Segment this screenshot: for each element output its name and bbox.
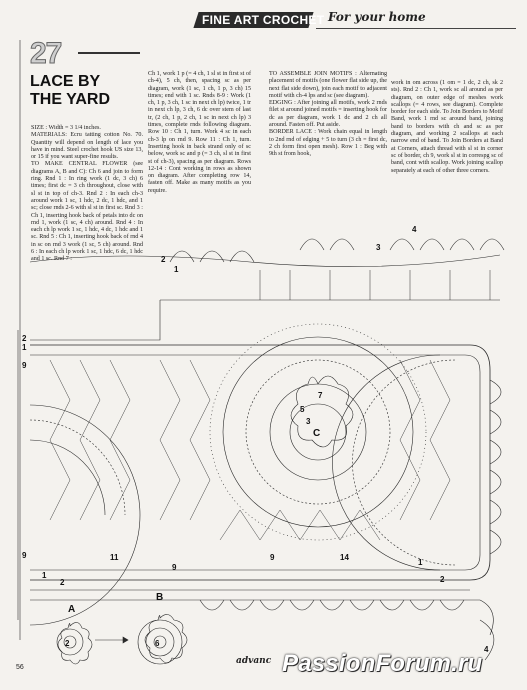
banner-title: FINE ART CROCHET: [202, 13, 325, 27]
chain-loops: [50, 360, 450, 540]
diagram-b-label: B: [156, 592, 164, 603]
row-mark: 9: [172, 563, 177, 572]
row-mark: 11: [110, 553, 119, 562]
paragraph: Ch 1, work 1 p (= 4 ch, 1 sl st in first st of ch-4), 5 ch, then, spacing sc as per diagram, work (1 sc, 1 ch, 1 p, 3 ch) 15 times; end with 1 sc. Rnds 8-9 : Work (1 ch, 1 p, 3 ch, 1 sc in next ch lp) twice, 1 tr in next ch lp, 3 ch, 6 dc over stem of last tr, (2 ch, 1 p, 2 ch, 1 sc in next ch lp) 3 times, complete rnds following diagram. Row 10 : Ch 1, turn. Work 4 sc in each ch-3 lp on rnd 9. Row 11 : Ch 1, turn. Inserting hook in back strand only of sc below, work sc and p (= 3 ch, sl st in first st of ch-3), spacing as per diagram. Rows 12-14 : Cont working in rows as shown on diagram. After completing row 14, fasten off. Make as many motifs as you require.: [148, 71, 251, 194]
banner-tagline: For your home: [328, 10, 426, 24]
row-mark: 14: [340, 553, 349, 562]
band-frame-inner: [30, 355, 480, 570]
watermark: PassionForum.ru: [282, 650, 483, 677]
paragraph: TO ASSEMBLE JOIN MOTIFS : Alternating placement of motifs (one flower flat side up, the next flat side down), join each motif to adjacent motif with ch-4 lps and sc (see diagram).: [269, 71, 387, 99]
row-mark: 5: [300, 405, 305, 414]
row-mark: 2: [60, 578, 65, 587]
diagram-structure: [18, 40, 504, 664]
top-scallops: [170, 239, 504, 262]
row-mark: 1: [42, 571, 47, 580]
row-mark: 4: [484, 645, 489, 654]
motif-c-label: C: [313, 428, 321, 439]
row-mark: 6: [155, 639, 160, 648]
publisher-logo: advanc: [236, 656, 272, 666]
motif-right: [333, 355, 456, 570]
page-number: 56: [16, 664, 24, 671]
row-mark: 9: [22, 551, 27, 560]
paragraph: MATERIALS: Ecru tatting cotton No. 70. Quantity will depend on length of lace you have in mind. Steel crochet hook US size 13, or 15 if you want super-fine results.: [31, 132, 143, 161]
paragraph: EDGING : After joining all motifs, work 2 rnds filet st around joined motifs = inserting hook for dc as per diagram, work 1 dc and 2 ch all around. Fasten off. Put aside.: [269, 100, 387, 129]
row-mark: 1: [22, 343, 27, 352]
border-joint: [30, 300, 160, 340]
row-mark: 1: [174, 265, 179, 274]
pattern-number: 27: [30, 37, 62, 70]
paragraph: work in om across (1 om = 1 dc, 2 ch, sk 2 sts). Rnd 2 : Ch 1, work sc all around as per diagram, on outer edge of meshes work scallops (= 4 rows, see diagram). Complete border for each side. To Join Borders to Motif Band, work 1 rnd sc around band, joining band to borders with ch and sc as per diagram, and working 2 scallops at each narrow end of band. To Join Borders at Band at Corners, attach thread with sl st in corner sc of border, ch 9, work sl st in correspg sc of band, cont with scallop. Work joining scallop separately at each of other three corners.: [391, 80, 504, 174]
row-mark: 3: [376, 243, 381, 252]
row-mark: 9: [22, 361, 27, 370]
paragraph: SIZE : Width = 3 1/4 inches.: [31, 125, 101, 131]
band-frame-outer: [30, 345, 490, 580]
row-mark: 9: [270, 553, 275, 562]
diagram-a-motif: [57, 622, 92, 664]
row-mark: 4: [412, 225, 417, 234]
paragraph: TO MAKE CENTRAL FLOWER (see diagrams A, B and C): Ch 6 and join to form ring. Rnd 1 : In ring work (1 dc, 3 ch) 6 times; first dc = 3 ch throughout, close with sl st in top of ch-3. Rnd 2 : In each ch-3 around work 1 sc, 1 hdc, 2 dc, 1 hdc, and 1 sc; close rnds 2-6 with sl st in first sc. Rnd 3 : Ch 1, inserting hook back of petals into dc on rnd 1, work (1 sc, 4 ch) around. Rnd 4 : In each ch lp work 1 sc, 1 hdc, 4 dc, 1 hdc and 1 sc. Rnd 5 : Ch 1, inserting hook back of rnd 4 in sc on rnd 3 work (1 sc, 5 ch) around. Rnd 6 : In each ch lp work 1 sc, 1 hdc, 6 dc, 1 hdc and 1 sc. Rnd 7 :: [31, 161, 143, 263]
row-mark: 2: [22, 334, 27, 343]
title-line-1: LACE BY: [30, 73, 101, 90]
row-mark: 2: [161, 255, 166, 264]
row-mark: 3: [306, 417, 311, 426]
paragraph: BORDER LACE : Work chain equal in length to 2nd rnd of edging + 5 to turn (3 ch = first dc, 2 ch form first open mesh). Row 1 : Beg with 9th st from hook,: [269, 129, 387, 158]
filet-bars: [260, 270, 490, 300]
title-line-2: THE YARD: [30, 91, 111, 108]
right-scallops: [490, 380, 501, 554]
row-mark: 1: [418, 558, 423, 567]
arrow-head: [123, 637, 128, 643]
row-mark: 7: [318, 391, 323, 400]
diagram-b-motif: [138, 614, 187, 664]
motif-left: [30, 405, 140, 625]
row-mark: 2: [65, 639, 70, 648]
top-border-line: [30, 255, 500, 267]
diagram-a-label: A: [68, 604, 76, 615]
row-mark: 2: [440, 575, 445, 584]
